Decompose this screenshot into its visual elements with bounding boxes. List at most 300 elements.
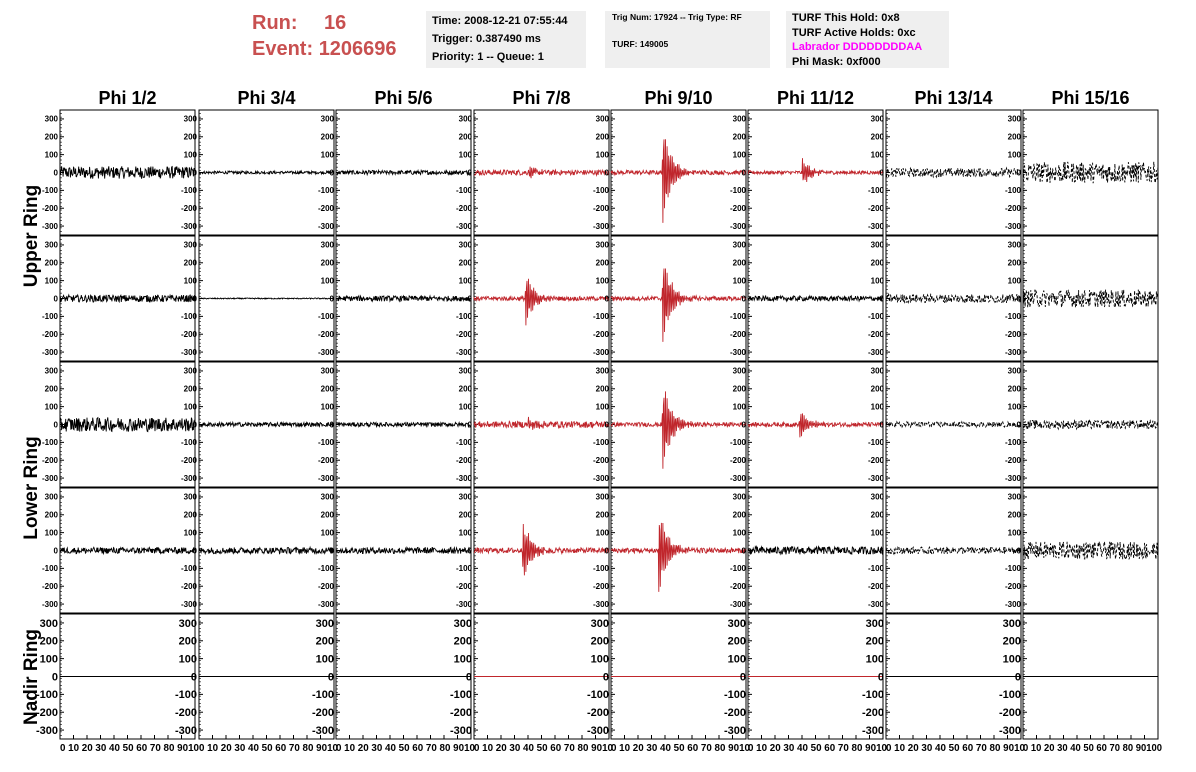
y-tick-label: 100: [595, 402, 609, 412]
y-tick-label: -100: [729, 186, 746, 196]
y-tick-label: -100: [1004, 438, 1021, 448]
y-tick-label: 200: [732, 384, 746, 394]
x-tick-label: 0 10 20 30 40 50 60 70 80 9010: [611, 743, 751, 754]
x-tick-label: 0 10 20 30 40 50 60 70 80 9010: [60, 743, 200, 754]
y-tick-label: 300: [44, 366, 58, 376]
y-tick-label: -300: [867, 347, 884, 357]
y-tick-label: 0: [741, 168, 746, 178]
y-tick-label: 0: [329, 168, 334, 178]
y-tick-label: -200: [455, 204, 472, 214]
y-tick-label: 300: [1002, 617, 1021, 630]
y-tick-label: 300: [183, 240, 197, 250]
y-tick-label: 200: [595, 510, 609, 520]
y-tick-label: -200: [317, 456, 334, 466]
y-tick-label: -200: [35, 707, 58, 720]
y-tick-label: 200: [44, 132, 58, 142]
event-value: 1206696: [318, 38, 397, 60]
y-tick-label: 300: [727, 617, 746, 630]
y-tick-label: -100: [317, 564, 334, 574]
y-tick-label: 300: [595, 366, 609, 376]
y-tick-label: -200: [317, 582, 334, 592]
y-tick-label: 0: [467, 420, 472, 430]
y-tick-label: 200: [595, 258, 609, 268]
y-tick-label: 100: [732, 528, 746, 538]
y-tick-label: -200: [723, 707, 746, 720]
y-tick-label: 100: [458, 276, 472, 286]
y-tick-label: -200: [180, 582, 197, 592]
y-tick-label: -300: [41, 473, 58, 483]
y-tick-label: 0: [465, 671, 472, 684]
y-tick-label: 300: [595, 114, 609, 124]
y-tick-label: 300: [870, 240, 884, 250]
waveform-trace: [886, 420, 1021, 430]
y-tick-label: 200: [315, 635, 334, 648]
y-tick-label: -300: [723, 724, 746, 737]
waveform-trace: [1023, 162, 1158, 183]
y-tick-label: -100: [1004, 564, 1021, 574]
y-tick-label: 0: [329, 420, 334, 430]
y-tick-label: 0: [741, 546, 746, 556]
y-tick-label: 0: [190, 671, 197, 684]
y-tick-label: 300: [39, 617, 58, 630]
y-tick-label: -100: [41, 312, 58, 322]
y-tick-label: 300: [458, 492, 472, 502]
y-tick-label: 200: [590, 635, 609, 648]
x-tick-label: 0 10 20 30 40 50 60 70 80 9010: [886, 743, 1026, 754]
y-tick-label: -200: [1004, 456, 1021, 466]
y-tick-label: 0: [467, 294, 472, 304]
y-tick-label: 200: [865, 635, 884, 648]
y-tick-label: 100: [183, 276, 197, 286]
y-tick-label: -300: [317, 347, 334, 357]
y-tick-label: -300: [586, 724, 609, 737]
y-tick-label: -300: [455, 599, 472, 609]
y-tick-label: 100: [458, 150, 472, 160]
waveform-trace: [336, 170, 471, 174]
y-tick-label: -300: [180, 347, 197, 357]
y-tick-label: 300: [44, 492, 58, 502]
y-tick-label: -300: [1004, 347, 1021, 357]
y-tick-label: -200: [455, 456, 472, 466]
y-tick-label: 0: [604, 294, 609, 304]
y-tick-label: 200: [870, 132, 884, 142]
waveform-trace: [886, 294, 1021, 303]
y-tick-label: 100: [1002, 653, 1021, 666]
y-tick-label: -300: [35, 724, 58, 737]
y-tick-label: 0: [879, 546, 884, 556]
y-tick-label: 100: [453, 653, 472, 666]
y-tick-label: 300: [183, 366, 197, 376]
y-tick-label: 100: [732, 402, 746, 412]
waveform-trace: [336, 422, 471, 426]
y-tick-label: 100: [44, 150, 58, 160]
y-tick-label: 0: [192, 294, 197, 304]
y-tick-label: 200: [183, 510, 197, 520]
y-tick-label: -200: [592, 330, 609, 340]
y-tick-label: -300: [41, 221, 58, 231]
y-tick-label: -300: [1004, 473, 1021, 483]
x-tick-label: 0 10 20 30 40 50 60 70 80 9010: [748, 743, 888, 754]
y-tick-label: -200: [180, 204, 197, 214]
y-tick-label: -100: [729, 438, 746, 448]
y-tick-label: -300: [592, 473, 609, 483]
y-tick-label: -100: [592, 312, 609, 322]
waveform-trace: [474, 167, 609, 179]
y-tick-label: -100: [41, 438, 58, 448]
y-tick-label: -300: [317, 221, 334, 231]
y-tick-label: 300: [458, 366, 472, 376]
y-tick-label: 300: [178, 617, 197, 630]
y-tick-label: 100: [458, 528, 472, 538]
y-tick-label: -200: [592, 456, 609, 466]
column-title: Phi 5/6: [374, 88, 433, 108]
y-tick-label: 0: [1016, 294, 1021, 304]
y-tick-label: 200: [870, 258, 884, 268]
y-tick-label: -100: [180, 438, 197, 448]
y-tick-label: 0: [879, 420, 884, 430]
y-tick-label: 0: [192, 546, 197, 556]
y-tick-label: 200: [1002, 635, 1021, 648]
trig-num-text: Trig Num: 17924 -- Trig Type: RF: [612, 12, 742, 22]
y-tick-label: 0: [602, 671, 609, 684]
y-tick-label: -100: [861, 689, 884, 702]
y-tick-label: 100: [865, 653, 884, 666]
y-tick-label: 100: [870, 150, 884, 160]
run-value: 16: [324, 12, 347, 34]
y-tick-label: 300: [865, 617, 884, 630]
y-tick-label: -200: [1004, 204, 1021, 214]
y-tick-label: 0: [51, 671, 58, 684]
y-tick-label: -300: [867, 473, 884, 483]
waveform-trace: [611, 523, 746, 592]
y-tick-label: 300: [320, 366, 334, 376]
y-tick-label: 300: [1007, 366, 1021, 376]
waveform-trace: [474, 417, 609, 430]
y-tick-label: 300: [1007, 492, 1021, 502]
y-tick-label: 100: [44, 402, 58, 412]
y-tick-label: -200: [317, 330, 334, 340]
y-tick-label: -200: [311, 707, 334, 720]
y-tick-label: -100: [180, 564, 197, 574]
y-tick-label: 200: [44, 258, 58, 268]
y-tick-label: 300: [1007, 114, 1021, 124]
y-tick-label: 100: [595, 276, 609, 286]
y-tick-label: -300: [592, 221, 609, 231]
turf-text: TURF: 149005: [612, 39, 669, 49]
y-tick-label: -300: [455, 347, 472, 357]
y-tick-label: 200: [595, 384, 609, 394]
y-tick-label: -300: [41, 599, 58, 609]
y-tick-label: 100: [44, 276, 58, 286]
ring-label: Upper Ring: [21, 184, 42, 288]
y-tick-label: 0: [604, 168, 609, 178]
y-tick-label: -200: [41, 204, 58, 214]
labrador-text: Labrador DDDDDDDDAA: [792, 41, 923, 53]
waveform-trace: [611, 139, 746, 223]
y-tick-label: 300: [595, 492, 609, 502]
y-tick-label: 100: [320, 150, 334, 160]
waveform-trace: [474, 279, 609, 326]
y-tick-label: 200: [320, 132, 334, 142]
y-tick-label: 100: [1007, 402, 1021, 412]
y-tick-label: 300: [183, 114, 197, 124]
y-tick-label: 200: [178, 635, 197, 648]
y-tick-label: -200: [729, 582, 746, 592]
y-tick-label: 200: [44, 384, 58, 394]
y-tick-label: 300: [183, 492, 197, 502]
y-tick-label: -100: [592, 564, 609, 574]
y-tick-label: -200: [867, 330, 884, 340]
x-tick-label: 0 10 20 30 40 50 60 70 80 9010: [336, 743, 476, 754]
y-tick-label: 300: [320, 492, 334, 502]
ring-label: Nadir Ring: [21, 628, 42, 726]
y-tick-label: -300: [180, 473, 197, 483]
y-tick-label: 300: [320, 240, 334, 250]
column-title: Phi 1/2: [98, 88, 157, 108]
y-tick-label: 200: [458, 510, 472, 520]
y-tick-label: -100: [455, 564, 472, 574]
waveform-trace: [1023, 290, 1158, 308]
y-tick-label: -300: [729, 221, 746, 231]
waveform-trace: [748, 547, 883, 555]
y-tick-label: 200: [1007, 132, 1021, 142]
y-tick-label: 100: [595, 150, 609, 160]
y-tick-label: 100: [1007, 150, 1021, 160]
y-tick-label: -100: [723, 689, 746, 702]
event-label: Event:: [252, 38, 314, 60]
y-tick-label: 0: [877, 671, 884, 684]
y-tick-label: -200: [455, 330, 472, 340]
y-tick-label: -300: [455, 221, 472, 231]
y-tick-label: -200: [861, 707, 884, 720]
y-tick-label: 200: [458, 132, 472, 142]
y-tick-label: 0: [53, 168, 58, 178]
y-tick-label: -200: [729, 330, 746, 340]
y-tick-label: 0: [53, 420, 58, 430]
y-tick-label: 300: [595, 240, 609, 250]
y-tick-label: 0: [741, 420, 746, 430]
y-tick-label: 200: [39, 635, 58, 648]
y-tick-label: -300: [729, 599, 746, 609]
y-tick-label: -300: [317, 599, 334, 609]
y-tick-label: 0: [604, 420, 609, 430]
turf-this-hold-text: TURF This Hold: 0x8: [792, 12, 900, 24]
y-tick-label: -300: [1004, 221, 1021, 231]
y-tick-label: -300: [592, 347, 609, 357]
y-tick-label: 300: [315, 617, 334, 630]
trigger-text: Trigger: 0.387490 ms: [432, 33, 541, 45]
y-tick-label: -100: [455, 438, 472, 448]
waveform-trace: [1023, 420, 1158, 429]
y-tick-label: -100: [729, 312, 746, 322]
y-tick-label: -300: [311, 724, 334, 737]
waveform-trace: [748, 158, 883, 182]
y-tick-label: 0: [329, 546, 334, 556]
y-tick-label: 100: [320, 402, 334, 412]
y-tick-label: 200: [595, 132, 609, 142]
y-tick-label: -100: [180, 312, 197, 322]
y-tick-label: -100: [998, 689, 1021, 702]
y-tick-label: 100: [39, 653, 58, 666]
y-tick-label: -100: [1004, 312, 1021, 322]
y-tick-label: -300: [729, 347, 746, 357]
y-tick-label: -100: [41, 564, 58, 574]
y-tick-label: -300: [1004, 599, 1021, 609]
y-tick-label: 0: [879, 294, 884, 304]
y-tick-label: -200: [1004, 582, 1021, 592]
y-tick-label: -100: [592, 186, 609, 196]
y-tick-label: -200: [41, 330, 58, 340]
y-tick-label: 300: [870, 366, 884, 376]
column-title: Phi 11/12: [776, 88, 855, 108]
y-tick-label: 0: [1014, 671, 1021, 684]
y-tick-label: 0: [1016, 168, 1021, 178]
y-tick-label: -300: [41, 347, 58, 357]
y-tick-label: 300: [870, 492, 884, 502]
y-tick-label: 200: [183, 384, 197, 394]
y-tick-label: -200: [41, 582, 58, 592]
y-tick-label: -200: [998, 707, 1021, 720]
column-title: Phi 3/4: [237, 88, 296, 108]
y-tick-label: -300: [180, 221, 197, 231]
waveform-trace: [474, 524, 609, 575]
waveform-trace: [60, 295, 195, 302]
y-tick-label: 100: [320, 528, 334, 538]
y-tick-label: 100: [458, 402, 472, 412]
y-tick-label: 200: [870, 384, 884, 394]
y-tick-label: -100: [867, 312, 884, 322]
ring-label: Lower Ring: [21, 436, 42, 540]
y-tick-label: 100: [595, 528, 609, 538]
y-tick-label: -300: [317, 473, 334, 483]
y-tick-label: -200: [867, 456, 884, 466]
run-label: Run:: [252, 12, 298, 34]
y-tick-label: 200: [453, 635, 472, 648]
y-tick-label: -200: [729, 204, 746, 214]
y-tick-label: -100: [455, 186, 472, 196]
y-tick-label: -200: [592, 582, 609, 592]
y-tick-label: 100: [870, 402, 884, 412]
y-tick-label: -200: [180, 330, 197, 340]
y-tick-label: 200: [870, 510, 884, 520]
y-tick-label: -300: [449, 724, 472, 737]
y-tick-label: 0: [192, 168, 197, 178]
y-tick-label: 200: [320, 384, 334, 394]
y-tick-label: -300: [861, 724, 884, 737]
y-tick-label: 100: [1007, 276, 1021, 286]
y-tick-label: 0: [327, 671, 334, 684]
y-tick-label: -300: [729, 473, 746, 483]
y-tick-label: 100: [732, 150, 746, 160]
y-tick-label: -100: [41, 186, 58, 196]
y-tick-label: 300: [320, 114, 334, 124]
y-tick-label: -200: [317, 204, 334, 214]
y-tick-label: 300: [732, 240, 746, 250]
y-tick-label: -300: [455, 473, 472, 483]
y-tick-label: 100: [870, 276, 884, 286]
y-tick-label: 100: [590, 653, 609, 666]
y-tick-label: -200: [729, 456, 746, 466]
waveform-trace: [611, 269, 746, 342]
y-tick-label: -300: [174, 724, 197, 737]
y-tick-label: -100: [592, 438, 609, 448]
y-tick-label: 200: [732, 132, 746, 142]
y-tick-label: 200: [320, 258, 334, 268]
waveform-trace: [60, 166, 195, 178]
y-tick-label: 100: [183, 150, 197, 160]
y-tick-label: 0: [467, 546, 472, 556]
y-tick-label: 0: [192, 420, 197, 430]
y-tick-label: 0: [1016, 546, 1021, 556]
y-tick-label: 0: [741, 294, 746, 304]
y-tick-label: -300: [867, 221, 884, 231]
time-text: Time: 2008-12-21 07:55:44: [432, 15, 568, 27]
y-tick-label: 300: [44, 114, 58, 124]
y-tick-label: 100: [732, 276, 746, 286]
waveform-trace: [336, 294, 472, 304]
y-tick-label: 300: [590, 617, 609, 630]
y-tick-label: -100: [180, 186, 197, 196]
y-tick-label: 0: [879, 168, 884, 178]
waveform-trace: [199, 298, 334, 299]
waveform-trace: [199, 171, 334, 174]
y-tick-label: 300: [870, 114, 884, 124]
column-title: Phi 9/10: [644, 88, 713, 108]
y-tick-label: 0: [739, 671, 746, 684]
y-tick-label: 300: [732, 366, 746, 376]
waveform-trace: [886, 547, 1021, 554]
y-tick-label: 0: [53, 546, 58, 556]
waveform-trace: [336, 546, 472, 556]
waveform-trace: [60, 417, 195, 431]
y-tick-label: 200: [458, 384, 472, 394]
y-tick-label: -200: [455, 582, 472, 592]
y-tick-label: -100: [867, 438, 884, 448]
y-tick-label: 200: [183, 132, 197, 142]
y-tick-label: 300: [732, 114, 746, 124]
y-tick-label: -100: [174, 689, 197, 702]
y-tick-label: 0: [604, 546, 609, 556]
y-tick-label: 200: [727, 635, 746, 648]
y-tick-label: 200: [732, 258, 746, 268]
y-tick-label: 200: [732, 510, 746, 520]
waveform-trace: [611, 391, 746, 468]
y-tick-label: 200: [183, 258, 197, 268]
y-tick-label: 300: [453, 617, 472, 630]
y-tick-label: -100: [586, 689, 609, 702]
y-tick-label: -200: [449, 707, 472, 720]
column-title: Phi 13/14: [914, 88, 993, 108]
y-tick-label: -300: [180, 599, 197, 609]
waveform-trace: [199, 422, 334, 426]
y-tick-label: 200: [1007, 258, 1021, 268]
y-tick-label: -200: [867, 582, 884, 592]
y-tick-label: 0: [467, 168, 472, 178]
y-tick-label: -100: [455, 312, 472, 322]
x-tick-label: 0 10 20 30 40 50 60 70 80 9010: [199, 743, 339, 754]
y-tick-label: -100: [35, 689, 58, 702]
y-tick-label: 0: [1016, 420, 1021, 430]
waveform-trace: [199, 546, 334, 556]
y-tick-label: -100: [311, 689, 334, 702]
y-tick-label: -300: [998, 724, 1021, 737]
priority-text: Priority: 1 -- Queue: 1: [432, 51, 544, 63]
y-tick-label: 100: [727, 653, 746, 666]
y-tick-label: -100: [867, 564, 884, 574]
y-tick-label: 200: [320, 510, 334, 520]
y-tick-label: -200: [180, 456, 197, 466]
waveform-trace: [748, 294, 884, 304]
